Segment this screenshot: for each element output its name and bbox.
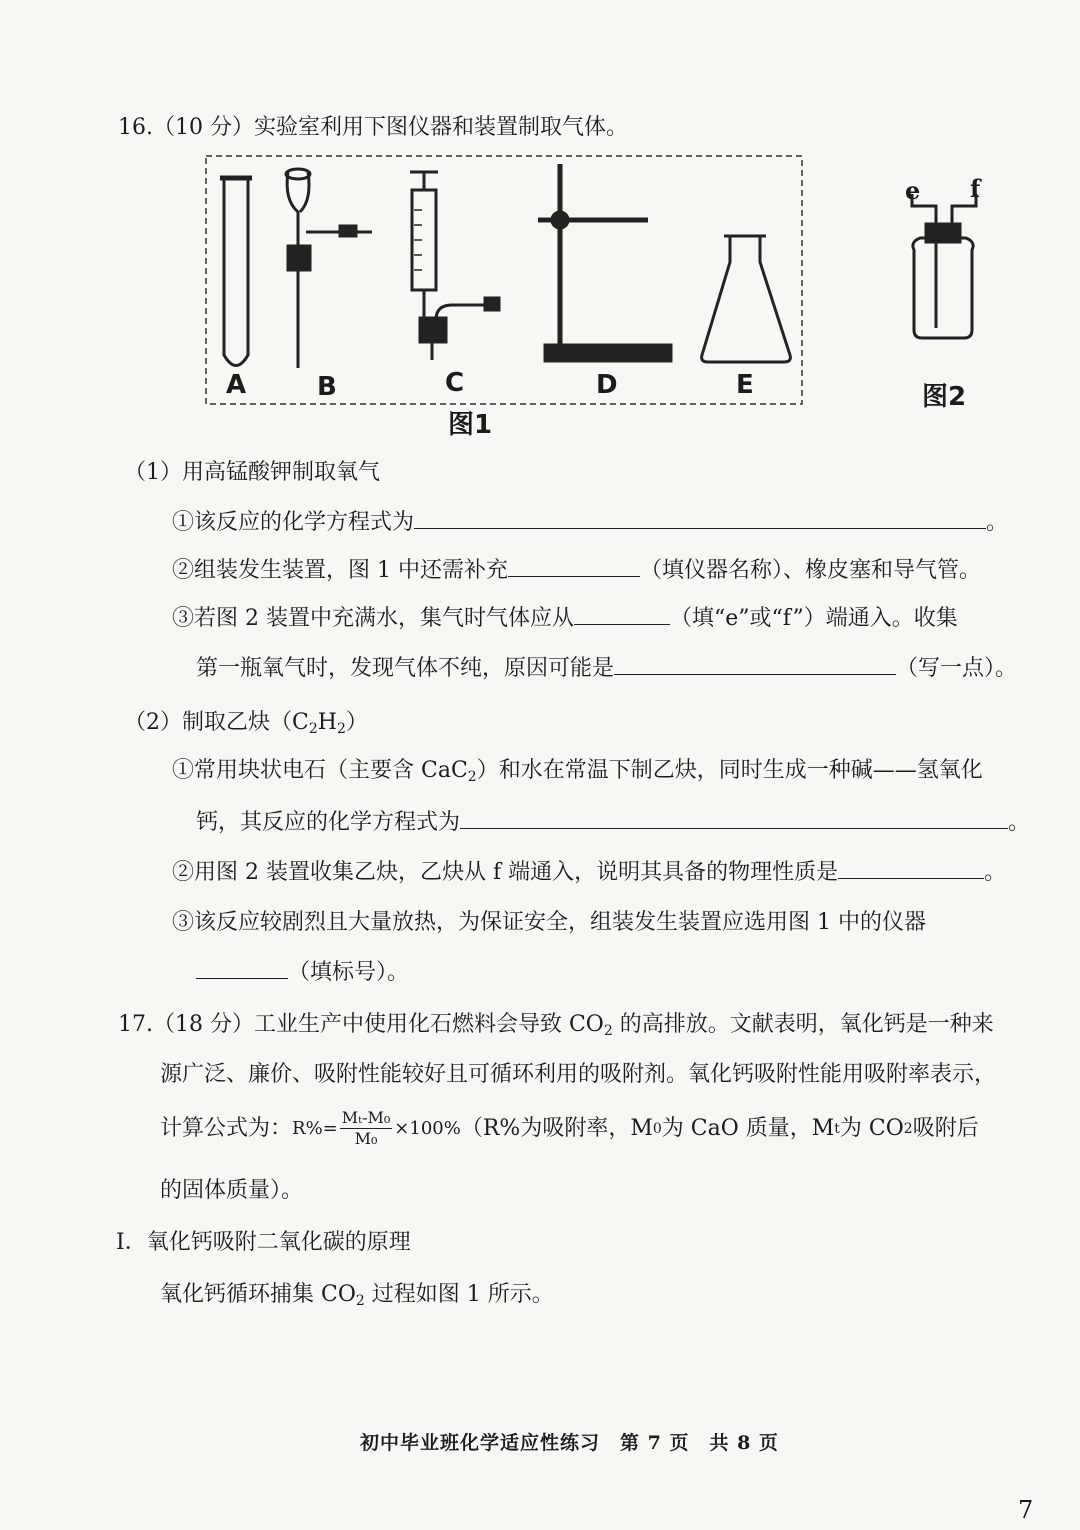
- part2-item2-a: ②用图 2 装置收集乙炔，乙炔从 f 端通入，说明其具备的物理性质是: [172, 860, 839, 885]
- part2-item1-a: ①常用块状电石（主要含 CaC: [172, 758, 468, 783]
- q17-section1-heading: Ⅰ．氧化钙吸附二氧化碳的原理: [116, 1230, 411, 1255]
- sub: 2: [355, 1293, 365, 1309]
- part1-item2-text-a: ②组装发生装置，图 1 中还需补充: [172, 558, 508, 583]
- part1-item1: [172, 508, 1008, 538]
- fig1-label-a: A: [226, 370, 247, 400]
- q17-line4: 的固体质量）。: [160, 1178, 304, 1203]
- part2-item1-c: 钙，其反应的化学方程式为: [196, 810, 461, 835]
- sub: 2: [467, 769, 477, 785]
- formula-denominator: M₀: [354, 1129, 378, 1148]
- separatory-funnel-b: [286, 169, 372, 368]
- part1-item1-text: ①该反应的化学方程式为: [172, 510, 415, 535]
- fig2-label-f: f: [970, 174, 981, 203]
- period: 。: [1008, 810, 1031, 835]
- syringe-c: [410, 172, 500, 360]
- fig1-label-d: D: [596, 370, 618, 400]
- part2-heading-a: （2）制取乙炔（C: [124, 710, 309, 735]
- answer-blank-equation-1[interactable]: [414, 508, 986, 529]
- q17-line3: 计算公式为： R%= $\frac{\text{Mₜ-M₀}}{\text{M₀}}$ ×100% （R%为吸附率，M 0 为 CaO 质量，M t 为 CO 2 吸附后: [160, 1108, 979, 1148]
- part2-heading-b: H: [317, 710, 337, 735]
- q16-title: 16.（10 分）实验室利用下图仪器和装置制取气体。: [118, 115, 628, 140]
- formula-left: R%=: [292, 1117, 338, 1139]
- sub: 2: [336, 721, 346, 737]
- test-tube-a: [220, 178, 252, 366]
- part1-item2: [172, 556, 981, 586]
- formula-numerator: Mₜ-M₀: [341, 1108, 391, 1127]
- sub: 2: [308, 721, 318, 737]
- q17-line1-b: 的高排放。文献表明，氧化钙是一种来: [612, 1012, 994, 1037]
- part2-item1-b: ）和水在常温下制乙炔，同时生成一种碱——氢氧化: [476, 758, 983, 783]
- conical-flask-e: [702, 236, 791, 362]
- q17-line3-e: 吸附后: [912, 1115, 979, 1141]
- q17-line3-a: 计算公式为：: [160, 1115, 293, 1141]
- part1-item3-text-b: （填“e”或“f”）端通入。收集: [670, 606, 958, 631]
- q17-line2: 源广泛、廉价、吸附性能较好且可循环利用的吸附剂。氧化钙吸附性能用吸附率表示，: [160, 1062, 997, 1087]
- q17-section1-text: [160, 1280, 554, 1310]
- q17-line1: [118, 1010, 994, 1040]
- answer-blank-apparatus[interactable]: [196, 958, 288, 979]
- fig1-label-c: C: [445, 368, 465, 398]
- formula-fraction: [340, 1108, 393, 1149]
- part2-item2: [172, 858, 1006, 888]
- fig2-label-e: e: [905, 176, 921, 205]
- figure-1-frame: [206, 156, 802, 404]
- period: 。: [984, 860, 1007, 885]
- formula-right: ×100%: [394, 1117, 461, 1139]
- page-footer: 初中毕业班化学适应性练习 第 7 页 共 8 页: [360, 1432, 779, 1454]
- sub: 2: [603, 1023, 613, 1039]
- answer-blank-reason[interactable]: [614, 654, 896, 675]
- part1-item3: [172, 604, 958, 634]
- figure-1: [200, 150, 810, 440]
- part1-item3-cont: [196, 654, 1017, 684]
- answer-blank-property[interactable]: [838, 858, 984, 879]
- part2-item1-cont: [196, 808, 1030, 838]
- q17-line3-c: 为 CaO 质量，M: [661, 1115, 835, 1141]
- part2-item3: ③该反应较剧烈且大量放热，为保证安全，组装发生装置应选用图 1 中的仪器: [172, 910, 926, 935]
- part2-heading-c: ）: [345, 710, 368, 735]
- part1-item3-text-a: ③若图 2 装置中充满水，集气时气体应从: [172, 606, 574, 631]
- q17-line1-a: 17.（18 分）工业生产中使用化石燃料会导致 CO: [118, 1012, 604, 1037]
- part1-item3-text-d: （写一点）。: [896, 656, 1018, 681]
- iron-stand-d: [538, 164, 670, 360]
- part1-heading: （1）用高锰酸钾制取氧气: [124, 460, 380, 485]
- part1-item3-text-c: 第一瓶氧气时，发现气体不纯，原因可能是: [196, 656, 615, 681]
- fig1-caption: 图1: [448, 410, 493, 440]
- answer-blank-port[interactable]: [574, 604, 670, 625]
- answer-blank-instrument[interactable]: [508, 556, 640, 577]
- part2-item3-cont: [196, 958, 409, 988]
- part2-heading: [124, 708, 368, 738]
- fig2-caption: 图2: [922, 382, 967, 412]
- fig1-label-b: B: [317, 372, 337, 402]
- q17-section1-text-b: 过程如图 1 所示。: [364, 1282, 554, 1307]
- q17-section1-text-a: 氧化钙循环捕集 CO: [160, 1282, 356, 1307]
- answer-blank-equation-2[interactable]: [460, 808, 1008, 829]
- fig1-label-e: E: [736, 370, 754, 400]
- part2-item1: [172, 756, 983, 786]
- q17-line3-d: 为 CO: [839, 1115, 904, 1141]
- part1-item2-text-b: （填仪器名称）、橡皮塞和导气管。: [640, 558, 982, 583]
- page-number: 7: [1018, 1496, 1034, 1524]
- part2-item3-b: （填标号）。: [288, 960, 410, 985]
- q17-line3-b: （R%为吸附率，M: [460, 1115, 653, 1141]
- period: 。: [986, 510, 1009, 535]
